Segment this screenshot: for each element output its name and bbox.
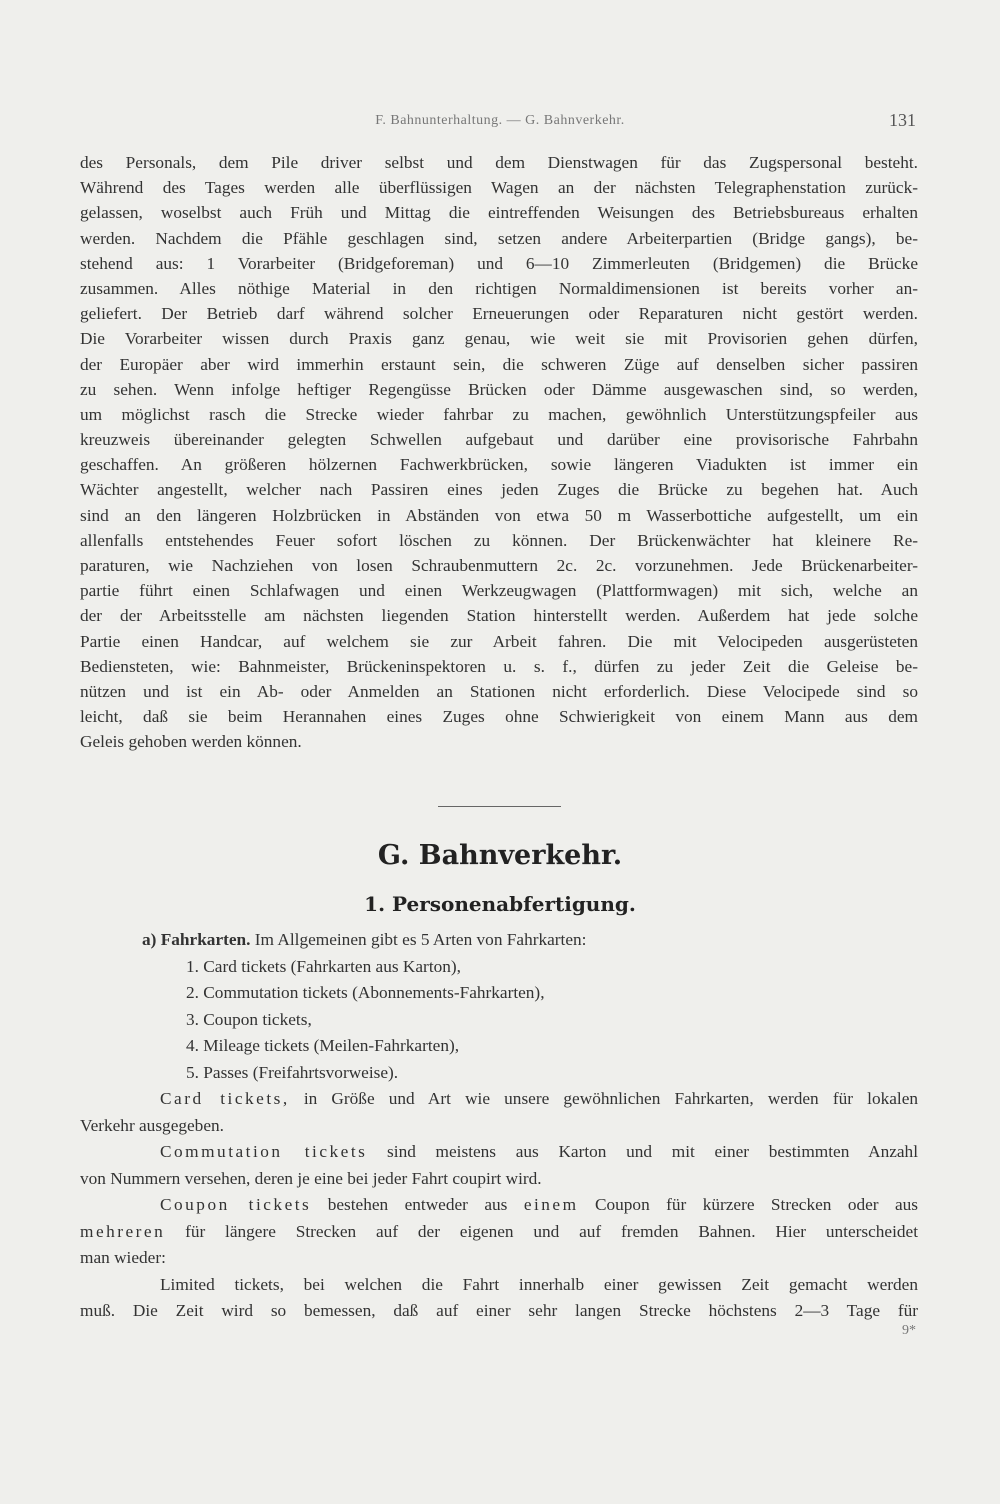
subsection-title: 1. Personenabfertigung. xyxy=(364,892,636,916)
text-line: nützen und ist ein Ab- oder Anmelden an Stationen nicht erforderlich. Diese Velocipede sind so xyxy=(80,681,918,701)
list-item: 3. Coupon tickets, xyxy=(186,1009,312,1029)
section-title: G. Bahnverkehr. xyxy=(377,840,623,871)
fahrkarten-intro-text: Im Allgemeinen gibt es 5 Arten von Fahrkarten: xyxy=(250,930,587,949)
text-line: der Europäer aber wird immerhin erstaunt sein, die schweren Züge auf denselben sicher passiren xyxy=(80,354,918,374)
text-line: Bediensteten, wie: Bahnmeister, Brückeninspektoren u. s. f., dürfen zu jeder Zeit die Geleise be- xyxy=(80,656,918,676)
commutation-tickets-line xyxy=(80,1139,918,1166)
running-head-title: F. Bahnunterhaltung. — G. Bahnverkehr. xyxy=(375,113,625,128)
text-line: gelassen, woselbst auch Früh und Mittag die eintreffenden Weisungen des Betriebsbureaus erhalten xyxy=(80,203,918,223)
text-line: kreuzweis übereinander gelegten Schwellen aufgebaut und darüber eine provisorische Fahrbahn xyxy=(80,430,918,450)
card-tickets-line xyxy=(80,1086,918,1113)
text-line: partie führt einen Schlafwagen und einen Werkzeugwagen (Plattformwagen) mit sich, welche an xyxy=(80,581,918,601)
fahrkarten-heading: a) Fahrkarten. xyxy=(142,930,251,949)
text-line: man wieder: xyxy=(80,1248,166,1267)
text-line: geliefert. Der Betrieb darf während solcher Erneuerungen oder Reparaturen nicht gestört werden. xyxy=(80,304,918,324)
text-line: Die Vorarbeiter wissen durch Praxis ganz genau, wie weit sie mit Provisorien gehen dürfen, xyxy=(80,329,918,349)
card-tickets-text: in Größe und Art wie unsere gewöhnlichen Fahrkarten, werden für lokalen xyxy=(289,1089,918,1108)
text-line: Während des Tages werden alle überflüssigen Wagen an der nächsten Telegraphenstation zurück- xyxy=(80,178,918,198)
fahrkarten-section xyxy=(80,927,918,1325)
fahrkarten-intro xyxy=(80,927,918,954)
list-item: 5. Passes (Freifahrtsvorweise). xyxy=(186,1062,399,1082)
text-line: der der Arbeitsstelle am nächsten liegenden Station hinterstellt werden. Außerdem hat jede solche xyxy=(80,606,918,626)
text-line: sind an den längeren Holzbrücken in Abständen von etwa 50 m Wasserbottiche aufgestellt, um ein xyxy=(80,505,918,525)
text-line: leicht, daß sie beim Herannahen eines Zuges ohne Schwierigkeit von einem Mann aus dem xyxy=(80,707,918,727)
commutation-tickets-term: Commutation tickets xyxy=(160,1142,368,1161)
text-line: geschaffen. An größeren hölzernen Fachwerkbrücken, sowie längeren Viadukten ist immer ein xyxy=(80,455,918,475)
text-line: allenfalls entstehendes Feuer sofort löschen zu können. Der Brückenwächter hat kleinere Re- xyxy=(80,530,918,550)
emphasis-einem: einem xyxy=(523,1195,579,1214)
coupon-tickets-text-2: für längere Strecken auf der eigenen und auf fremden Bahnen. Hier unterscheidet xyxy=(165,1221,918,1241)
text-line: des Personals, dem Pile driver selbst und dem Dienstwagen für das Zugspersonal besteht. xyxy=(80,153,918,172)
text-line: werden. Nachdem die Pfähle geschlagen sind, setzen andere Arbeiterpartien (Bridge gangs), be- xyxy=(80,228,918,248)
coupon-tickets-line-2 xyxy=(80,1219,918,1246)
commutation-tickets-text: sind meistens aus Karton und mit einer bestimmten Anzahl xyxy=(367,1142,918,1161)
text-line: um möglichst rasch die Strecke wieder fahrbar zu machen, gewöhnlich Unterstützungspfeiler aus xyxy=(80,404,918,424)
limited-tickets-line-2: muß. Die Zeit wird so bemessen, daß auf einer sehr langen Strecke höchstens 2—3 Tage für xyxy=(80,1301,918,1320)
coupon-tickets-text-continued: Coupon für kürzere Strecken oder aus xyxy=(578,1195,918,1214)
coupon-tickets-term: Coupon tickets xyxy=(160,1195,312,1214)
page-number: 131 xyxy=(889,110,916,130)
list-item: 1. Card tickets (Fahrkarten aus Karton), xyxy=(186,956,461,976)
text-line: Partie einen Handcar, auf welchem sie zur Arbeit fahren. Die mit Velocipeden ausgerüsteten xyxy=(80,631,918,651)
text-line: Geleis gehoben werden können. xyxy=(80,732,302,752)
limited-tickets-line: Limited tickets, bei welchen die Fahrt innerhalb einer gewissen Zeit gemacht werden xyxy=(160,1274,918,1294)
signature-mark: 9* xyxy=(902,1323,916,1338)
text-line: stehend aus: 1 Vorarbeiter (Bridgeforeman) und 6—10 Zimmerleuten (Bridgemen) die Brücke xyxy=(80,253,918,273)
card-tickets-term: Card tickets, xyxy=(160,1089,290,1108)
section-divider xyxy=(438,806,561,807)
text-line: Wächter angestellt, welcher nach Passiren eines jeden Zuges die Brücke zu begehen hat. Auch xyxy=(80,480,918,500)
text-line: zu sehen. Wenn infolge heftiger Regengüsse Brücken oder Dämme ausgewaschen sind, so werden, xyxy=(80,379,918,399)
text-line: zusammen. Alles nöthige Material in den richtigen Normaldimensionen ist bereits vorher an- xyxy=(80,278,918,298)
running-head xyxy=(0,110,1000,135)
coupon-tickets-text: bestehen entweder aus xyxy=(311,1195,524,1214)
body-paragraph xyxy=(80,150,918,755)
list-item: 4. Mileage tickets (Meilen-Fahrkarten), xyxy=(186,1036,460,1055)
text-line: paraturen, wie Nachziehen von losen Schraubenmuttern 2c. 2c. vorzunehmen. Jede Brückenarbeiter- xyxy=(80,556,918,575)
coupon-tickets-line xyxy=(80,1192,918,1219)
emphasis-mehreren: mehreren xyxy=(80,1221,166,1241)
text-line: Verkehr ausgegeben. xyxy=(80,1115,224,1135)
list-item: 2. Commutation tickets (Abonnements-Fahrkarten), xyxy=(186,983,545,1002)
text-line: von Nummern versehen, deren je eine bei jeder Fahrt coupirt wird. xyxy=(80,1168,542,1188)
